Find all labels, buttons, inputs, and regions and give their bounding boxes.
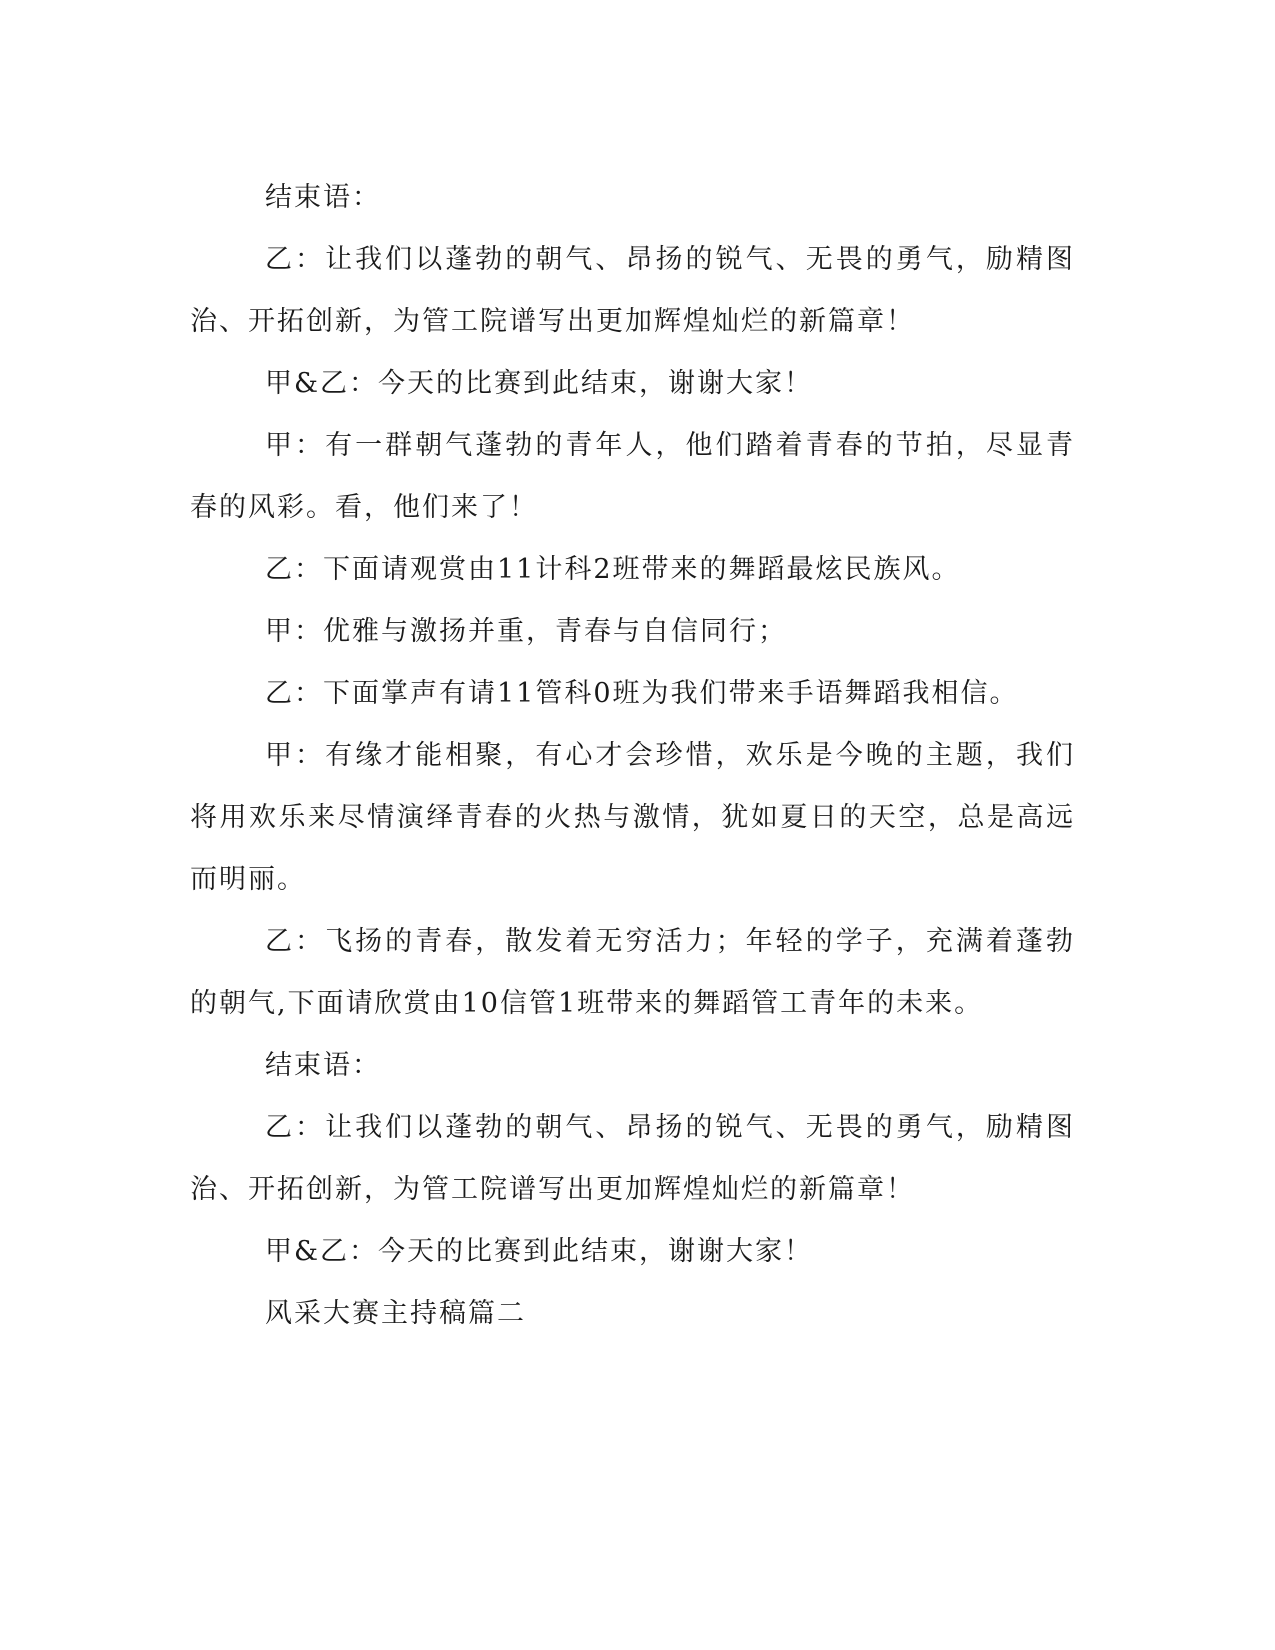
paragraph-section-title: 风采大赛主持稿篇二 — [265, 1298, 526, 1329]
paragraph-closing-heading-1: 结束语： — [265, 182, 381, 213]
paragraph-sign-dance: 乙：下面掌声有请11管科0班为我们带来手语舞蹈我相信。 — [265, 678, 1019, 709]
paragraph-thanks-1: 甲&乙：今天的比赛到此结束，谢谢大家！ — [265, 368, 814, 399]
paragraph-thanks-2: 甲&乙：今天的比赛到此结束，谢谢大家！ — [265, 1236, 814, 1267]
paragraph-dance-1: 乙：下面请观赏由11计科2班带来的舞蹈最炫民族风。 — [265, 554, 961, 585]
paragraph-closing-heading-2: 结束语： — [265, 1050, 381, 1081]
paragraph-closing-speech-2: 乙：让我们以蓬勃的朝气、昂扬的锐气、无畏的勇气，励精图治、开拓创新，为管工院谱写出更加辉煌灿烂的新篇章！ — [190, 1112, 1075, 1205]
paragraph-dance-2: 乙：飞扬的青春，散发着无穷活力；年轻的学子，充满着蓬勃的朝气,下面请欣赏由10信管1班带来的舞蹈管工青年的未来。 — [190, 926, 1075, 1019]
document-body — [190, 167, 1075, 1345]
paragraph-joy-theme: 甲：有缘才能相聚，有心才会珍惜，欢乐是今晚的主题，我们将用欢乐来尽情演绎青春的火热与激情，犹如夏日的天空，总是高远而明丽。 — [190, 740, 1075, 895]
paragraph-intro-youth: 甲：有一群朝气蓬勃的青年人，他们踏着青春的节拍，尽显青春的风彩。看，他们来了！ — [190, 430, 1075, 523]
paragraph-elegance: 甲：优雅与激扬并重，青春与自信同行； — [265, 616, 787, 647]
paragraph-closing-speech-1: 乙：让我们以蓬勃的朝气、昂扬的锐气、无畏的勇气，励精图治、开拓创新，为管工院谱写出更加辉煌灿烂的新篇章！ — [190, 244, 1075, 337]
